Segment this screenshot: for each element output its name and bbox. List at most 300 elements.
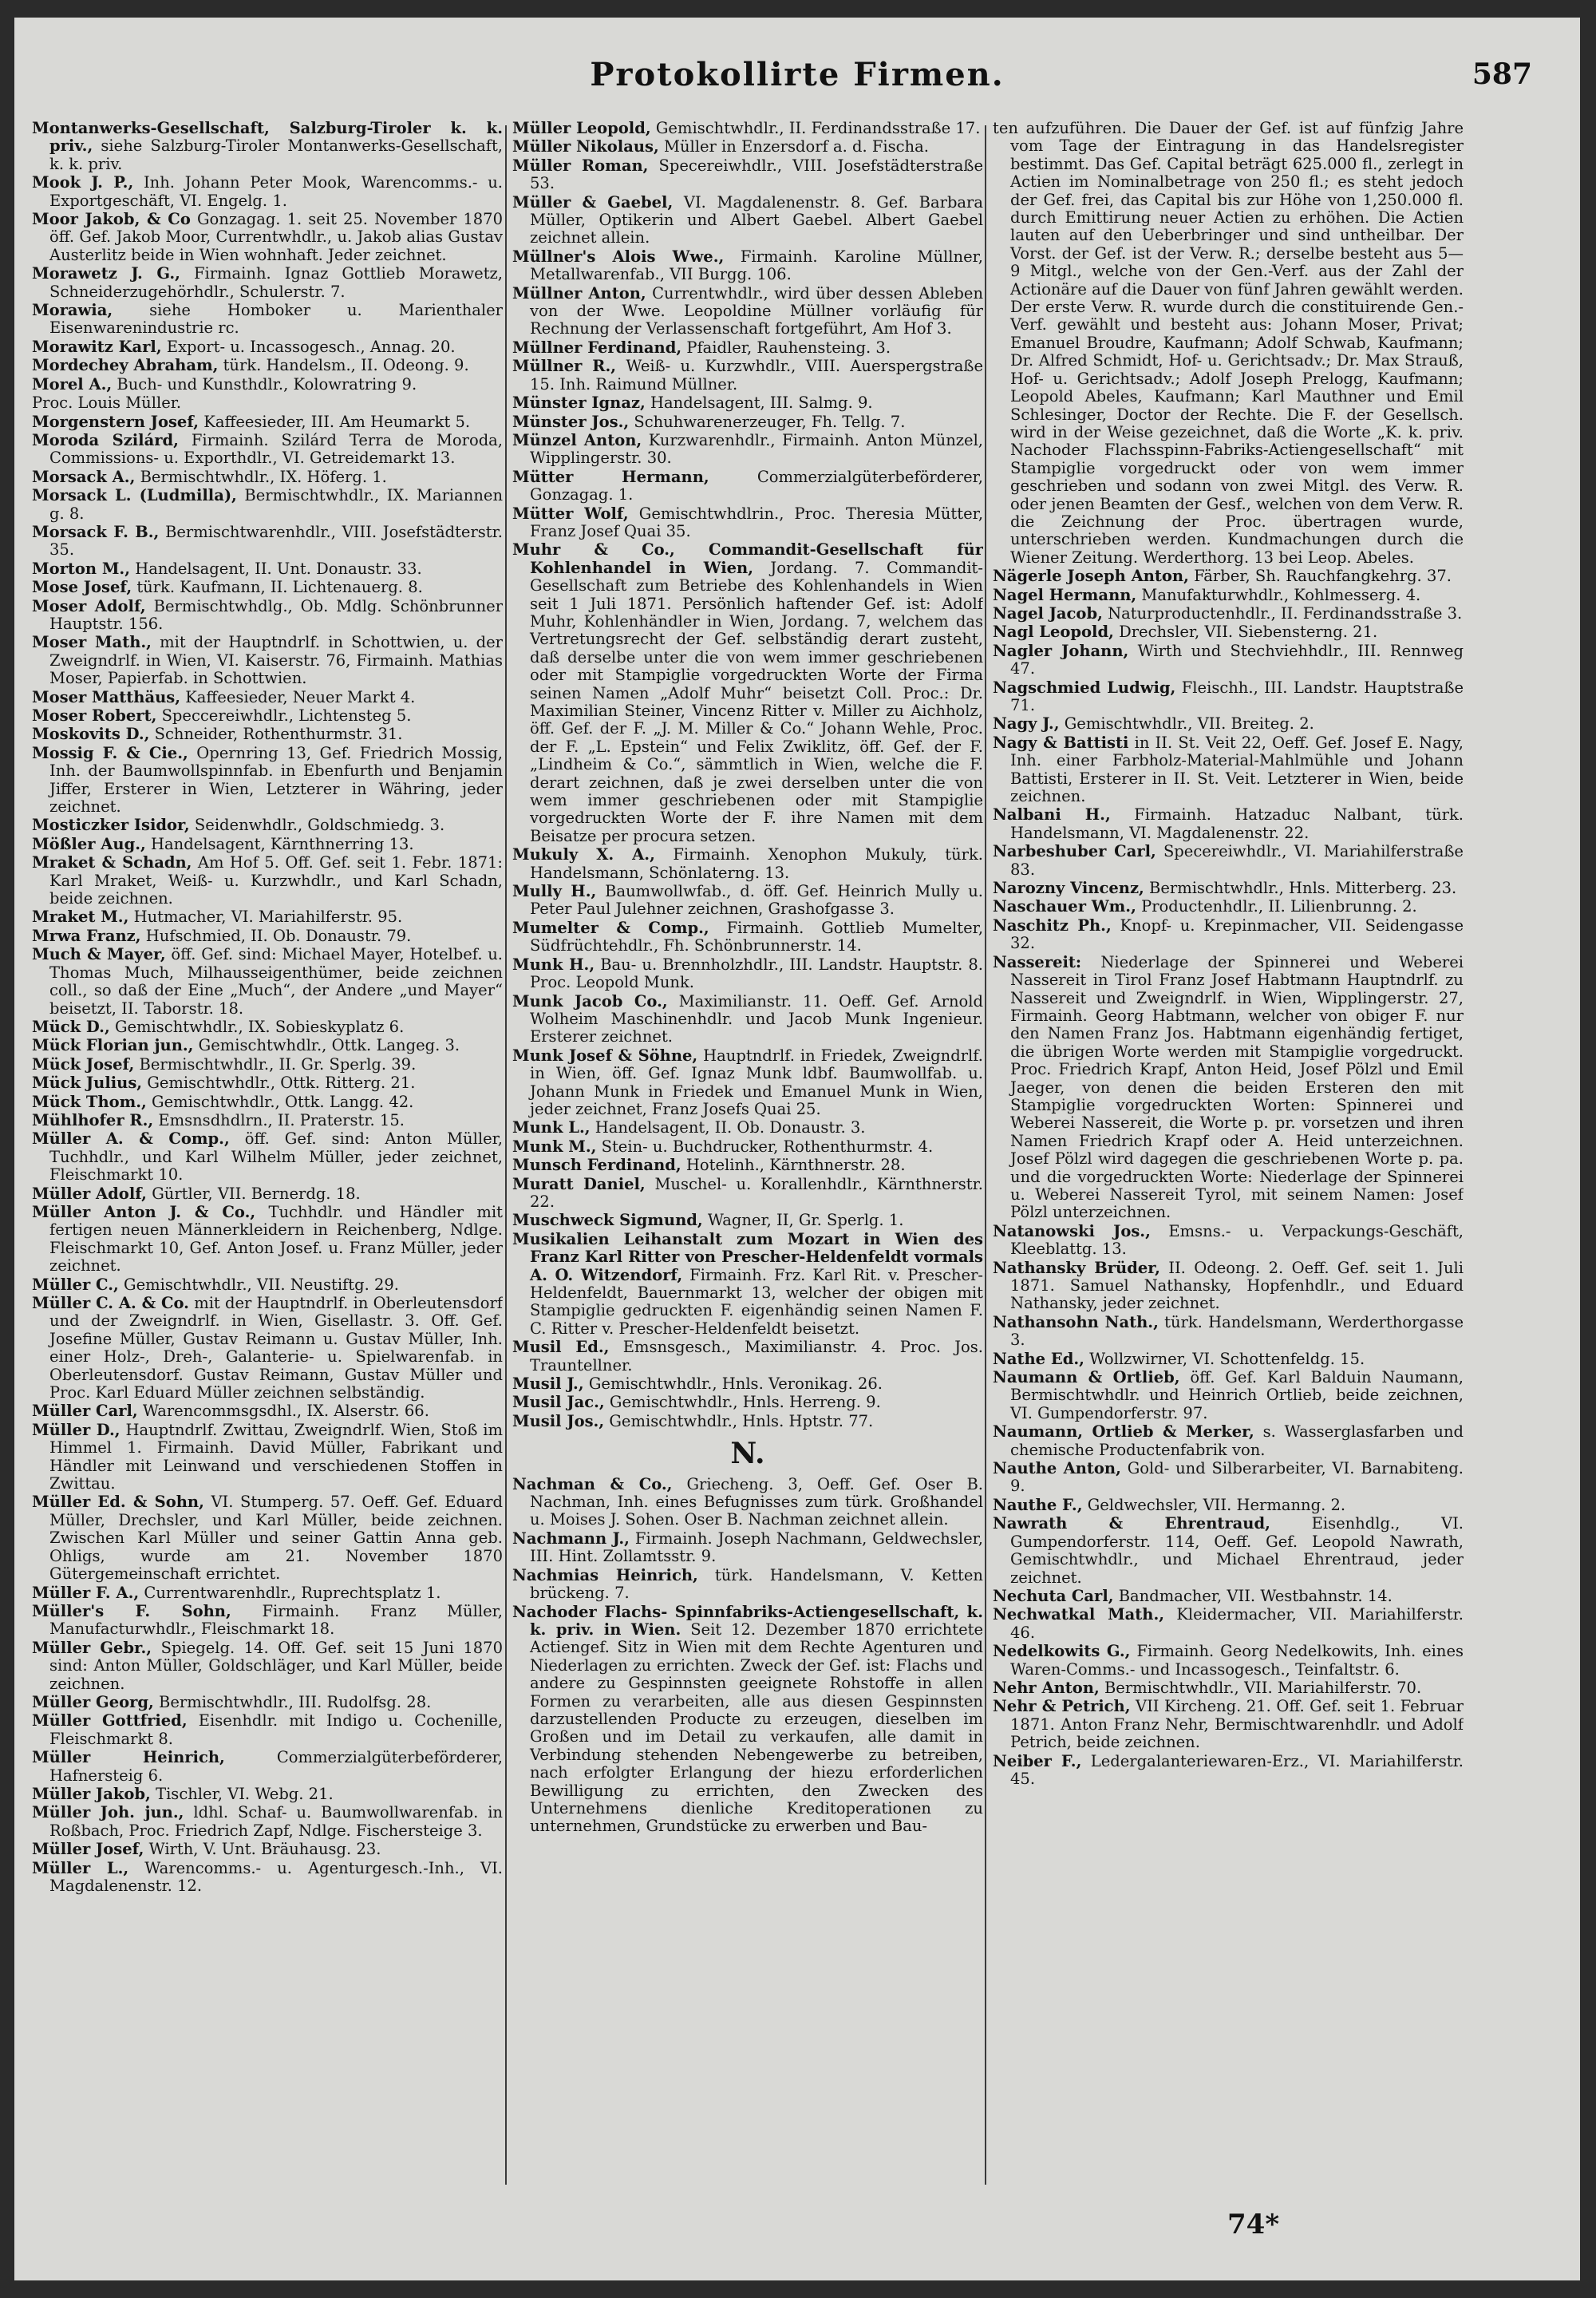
firm-name: Mordechey Abraham, xyxy=(32,356,219,375)
firm-name: Munk Jacob Co., xyxy=(512,991,668,1011)
firm-details: Firmainh. Szilárd Terra de Moroda, Commissions- u. Exporthdlr., VI. Getreidemarkt 13. xyxy=(49,430,503,468)
firm-entry xyxy=(993,1643,1464,1679)
firm-entry xyxy=(512,138,983,156)
firm-name: Münster Ignaz, xyxy=(512,394,646,413)
firm-details: Handelsagent, III. Salmg. 9. xyxy=(650,394,873,413)
firm-name: Mraket & Schadn, xyxy=(32,853,192,872)
firm-name: Morton M., xyxy=(32,559,131,578)
firm-entry xyxy=(993,880,1464,897)
firm-details: Kleidermacher, VII. Mariahilferstr. 46. xyxy=(1010,1605,1464,1642)
firm-name: Mully H., xyxy=(512,882,597,901)
firm-name: Nechuta Carl, xyxy=(993,1586,1114,1605)
firm-entry xyxy=(32,579,503,596)
firm-details: Wirth, V. Unt. Bräuhausg. 23. xyxy=(148,1840,381,1859)
firm-name: Mraket M., xyxy=(32,908,129,927)
firm-details: Kaffeesieder, III. Am Heumarkt 5. xyxy=(203,412,471,431)
firm-entry xyxy=(993,643,1464,678)
firm-details: in II. St. Veit 22, Oeff. Gef. Josef E. Nagy, Inh. einer Farbholz-Material-Mahlmühle und Johann Battisti, Ersterer in II. St. Veit. Letzterer in Wien, beide zeichnen. xyxy=(1010,733,1464,806)
firm-entry xyxy=(32,1786,503,1803)
firm-details: Handelsagent, II. Unt. Donaustr. 33. xyxy=(135,559,422,578)
firm-name: Nawrath & Ehrentraud, xyxy=(993,1514,1270,1533)
firm-details: Emsns.- u. Verpackungs-Geschäft, Kleeblattg. 13. xyxy=(1010,1221,1464,1259)
firm-name: Morsack F. B., xyxy=(32,522,160,541)
firm-entry xyxy=(32,487,503,523)
firm-name: Munk Josef & Söhne, xyxy=(512,1046,698,1065)
firm-details: Schneider, Rothenthurmstr. 31. xyxy=(154,725,403,744)
firm-entry xyxy=(32,413,503,431)
firm-details: II. Odeong. 2. Oeff. Gef. seit 1. Juli 1871. Samuel Nathansky, Hopfenhdlr., und Eduard Nathansky, jeder zeichnet. xyxy=(1010,1258,1464,1313)
firm-name: Nachmann J., xyxy=(512,1529,630,1548)
firm-name: Mück Josef, xyxy=(32,1054,135,1074)
firm-name: Müller Anton J. & Co., xyxy=(32,1202,256,1221)
firm-details: türk. Handelsm., II. Odeong. 9. xyxy=(223,356,469,375)
firm-entry xyxy=(32,432,503,468)
firm-details: Kurzwarenhdlr., Firmainh. Anton Münzel, Wipplingerstr. 30. xyxy=(530,430,983,468)
firm-details: Firmainh. Georg Nedelkowits, Inh. eines Waren-Comms.- und Incassogesch., Teinfaltstr. 6. xyxy=(1010,1642,1464,1679)
firm-details: Eisenhdlg., VI. Gumpendorferstr. 114, Oeff. Gef. Leopold Nawrath, Gemischtwhdlr., und Michael Ehrentraud, jeder zeichnet. xyxy=(1010,1514,1464,1587)
firm-entry xyxy=(993,1753,1464,1789)
firm-entry xyxy=(512,1375,983,1393)
firm-entry xyxy=(993,715,1464,733)
firm-entry xyxy=(512,920,983,955)
firm-name: Natanowski Jos., xyxy=(993,1221,1151,1240)
firm-entry xyxy=(993,1515,1464,1587)
firm-name: Muhr & Co., Commandit-Gesellschaft für Kohlenhandel in Wien, xyxy=(512,540,983,577)
firm-details: Gemischtwhdlr., Ottk. Langg. 42. xyxy=(152,1092,414,1111)
firm-entry xyxy=(32,1603,503,1639)
firm-entry xyxy=(993,954,1464,1222)
firm-name: Moroda Szilárd, xyxy=(32,430,179,449)
firm-entry xyxy=(32,394,503,412)
firm-entry xyxy=(512,1176,983,1212)
firm-name: Morawitz Karl, xyxy=(32,337,162,356)
firm-name: Moser Matthäus, xyxy=(32,687,181,706)
firm-entry xyxy=(993,120,1464,567)
firm-name: Müller's F. Sohn, xyxy=(32,1601,231,1620)
firm-details: Tuchhdlr. und Händler mit fertigen neuen Männerkleidern in Reichenberg, Ndlge. Fleischmarkt 10, Gef. Anton Josef. u. Franz Müller, jeder zeichnet. xyxy=(49,1202,503,1276)
firm-entry xyxy=(993,1351,1464,1368)
firm-name: Naumann, Ortlieb & Merker, xyxy=(993,1422,1254,1442)
firm-details: Hauptndrlf. in Friedek, Zweigndrlf. in Wien, öff. Gef. Ignaz Munk ldbf. Baumwollfab. u. Johann Munk in Friedek und Emanuel Munk in Wien, jeder zeichnet, Franz Josefs Quai 25. xyxy=(530,1046,983,1118)
firm-details: Maximilianstr. 11. Oeff. Gef. Arnold Wolheim Maschinenhdlr. und Jacob Munk Ingenieur. Ersterer zeichnet. xyxy=(530,991,983,1046)
firm-details: Gemischtwhdlr., VII. Breiteg. 2. xyxy=(1064,714,1314,734)
firm-name: Nehr Anton, xyxy=(993,1678,1100,1697)
firm-entry xyxy=(32,302,503,338)
firm-details: Gemischtwhdlr., Hnls. Hptstr. 77. xyxy=(609,1411,874,1430)
firm-details: Seidenwhdlr., Goldschmiedg. 3. xyxy=(194,816,445,835)
firm-details: Niederlage der Spinnerei und Weberei Nassereit in Tirol Franz Josef Habtmann Hauptndrlf. zu Nassereit und Zweigndrlf. in Wien, Wipplingerstr. 27, Firmainh. Georg Habtmann, welcher von obiger F. nur den Namen Franz Jos. Habtmann eigenhändig fertiget, die übrigen Worte werden mit Stampiglie vorgedruckt. Proc. Friedrich Krapf, Anton Heid, Josef Pölzl und Emil Jaeger, von denen die beiden Ersteren den mit Stampiglie vorgedruckten Worten: Spinnerei und Weberei Nassereit, die Worte p. pr. vorsetzen und ihren Namen Friedrich Krapf oder A. Heid unterzeichnen. Josef Pölzl wird dagegen die geschriebenen Worte p. pa. und die vorgedruckten Worte: Niederlage der Spinnerei u. Weberei Nassereit Tyrol, mit seinem Namen: Josef Pölzl unterzeichnen. xyxy=(1010,952,1464,1222)
firm-entry xyxy=(512,358,983,394)
firm-details: Hotelinh., Kärnthnerstr. 28. xyxy=(685,1156,906,1175)
firm-name: Mrwa Franz, xyxy=(32,926,141,945)
firm-entry xyxy=(993,1223,1464,1259)
firm-name: Musil Jac., xyxy=(512,1393,605,1412)
firm-details: türk. Kaufmann, II. Lichtenauerg. 8. xyxy=(136,578,423,597)
column-1 xyxy=(32,120,503,2163)
firm-entry xyxy=(32,707,503,725)
firm-name: Müller Joh. jun., xyxy=(32,1803,184,1822)
firm-name: Munk M., xyxy=(512,1137,597,1156)
firm-name: Nagl Leopold, xyxy=(993,623,1114,642)
firm-details: Gemischtwhdlr., IX. Sobieskyplatz 6. xyxy=(114,1017,405,1036)
firm-entry xyxy=(32,1094,503,1111)
firm-details: Bermischtwhdlr., II. Gr. Sperlg. 39. xyxy=(139,1054,417,1074)
firm-entry xyxy=(32,1185,503,1203)
firm-details: Currentwhdlr., wird über dessen Ableben von der Wwe. Leopoldine Müllner vorläufig für Rechnung der Verlassenschaft fortgeführt, Am Hof 3. xyxy=(530,283,983,338)
firm-entry xyxy=(32,1112,503,1129)
firm-entry xyxy=(993,843,1464,879)
firm-details: Bermischtwhdlg., Ob. Mdlg. Schönbrunner Hauptstr. 156. xyxy=(49,596,503,633)
firm-name: Nechwatkal Math., xyxy=(993,1605,1165,1624)
firm-details: Gonzagag. 1. seit 25. November 1870 öff. Gef. Jakob Moor, Currentwhdlr., u. Jakob alias Gustav Austerlitz beide in Wien wohnhaft. Jeder zeichnet. xyxy=(49,210,503,264)
firm-details: Currentwarenhdlr., Ruprechtsplatz 1. xyxy=(144,1583,441,1602)
firm-entry xyxy=(993,1606,1464,1642)
firm-entry xyxy=(32,338,503,356)
firm-details: siehe Salzburg-Tiroler Montanwerks-Gesellschaft, k. k. priv. xyxy=(49,136,503,173)
firm-entry xyxy=(993,734,1464,806)
firm-details: Griecheng. 3, Oeff. Gef. Oser B. Nachman, Inh. eines Befugnisses zum türk. Großhandel u. Moises J. Sohen. Oser B. Nachman zeichnet allein. xyxy=(530,1474,983,1529)
firm-details: Bermischtwhdlr., IX. Höferg. 1. xyxy=(140,467,387,486)
firm-details: Export- u. Incassogesch., Annag. 20. xyxy=(166,337,456,356)
sheet-signature: 74* xyxy=(1227,2209,1280,2241)
firm-name: Müller Gebr., xyxy=(32,1638,152,1657)
firm-entry xyxy=(512,1047,983,1119)
firm-entry xyxy=(32,524,503,560)
firm-entry xyxy=(32,836,503,853)
firm-name: Müller Gottfried, xyxy=(32,1711,188,1730)
firm-entry xyxy=(512,505,983,541)
firm-entry xyxy=(32,928,503,945)
firm-details: Hauptndrlf. Zwittau, Zweigndrlf. Wien, Stoß im Himmel 1. Firmainh. David Müller, Fabrikant und Händler mit Leinwand und verschiedenen Stoffen in Zwittau. xyxy=(49,1420,503,1493)
firm-details: türk. Handelsmann, Werderthorgasse 3. xyxy=(1010,1312,1464,1350)
firm-details: Gemischtwhdlrin., Proc. Theresia Mütter, Franz Josef Quai 35. xyxy=(530,504,983,540)
firm-details: Gemischtwhdlr., Hnls. Veronikag. 26. xyxy=(588,1374,883,1394)
firm-entry xyxy=(32,689,503,706)
firm-details: Firmainh. Karoline Müllner, Metallwarenfab., VII Burgg. 106. xyxy=(530,247,983,284)
firm-details: Bermischtwhdlr., VII. Mariahilferstr. 70. xyxy=(1104,1678,1422,1697)
firm-name: Münzel Anton, xyxy=(512,430,642,449)
firm-details: Färber, Sh. Rauchfangkehrg. 37. xyxy=(1194,567,1452,586)
firm-entry xyxy=(993,1260,1464,1313)
firm-name: Nachoder Flachs- Spinnfabriks-Actiengesellschaft, k. k. priv. in Wien. xyxy=(512,1602,983,1639)
firm-details: Emsnsgesch., Maximilianstr. 4. Proc. Jos. Trauntellner. xyxy=(530,1338,983,1374)
firm-entry xyxy=(512,248,983,284)
firm-entry xyxy=(32,560,503,578)
firm-name: Musil Ed., xyxy=(512,1338,610,1357)
firm-name: Much & Mayer, xyxy=(32,945,166,964)
firm-details: Muschel- u. Korallenhdlr., Kärnthnerstr. 22. xyxy=(530,1174,983,1211)
firm-entry xyxy=(512,883,983,919)
firm-name: Morsack L. (Ludmilla), xyxy=(32,486,237,505)
firm-entry xyxy=(512,432,983,468)
firm-details: türk. Handelsmann, V. Ketten brückeng. 7. xyxy=(530,1565,983,1603)
firm-name: Neiber F., xyxy=(993,1751,1082,1770)
firm-name: Mukuly X. A., xyxy=(512,845,655,864)
firm-name: Moser Adolf, xyxy=(32,596,146,615)
firm-entry xyxy=(993,1497,1464,1514)
firm-entry xyxy=(512,1567,983,1603)
firm-details: Bau- u. Brennholzhdlr., III. Landstr. Hauptstr. 8. Proc. Leopold Munk. xyxy=(530,955,983,992)
firm-name: Nauthe F., xyxy=(993,1495,1083,1514)
firm-name: Naumann & Ortlieb, xyxy=(993,1368,1180,1387)
firm-details: Schuhwarenerzeuger, Fh. Tellg. 7. xyxy=(634,412,906,431)
firm-name: Mück Thom., xyxy=(32,1092,147,1111)
firm-entry xyxy=(32,1056,503,1074)
firm-details: Gürtler, VII. Bernerdg. 18. xyxy=(152,1184,361,1203)
firm-details: Wirth und Stechviehhdlr., III. Rennweg 47. xyxy=(1010,641,1464,678)
firm-name: Müllner Ferdinand, xyxy=(512,338,682,357)
firm-name: Mück Florian jun., xyxy=(32,1036,194,1055)
firm-name: Nathe Ed., xyxy=(993,1349,1084,1368)
firm-entry xyxy=(32,376,503,394)
firm-entry xyxy=(993,679,1464,715)
firm-entry xyxy=(512,1476,983,1529)
firm-entry xyxy=(32,1402,503,1420)
firm-entry xyxy=(32,211,503,264)
firm-details: s. Wasserglasfarben und chemische Productenfabrik von. xyxy=(1010,1422,1464,1459)
firm-name: Morawetz J. G., xyxy=(32,264,180,283)
firm-details: Gemischtwhdlr., VII. Neustiftg. 29. xyxy=(124,1275,399,1294)
firm-entry xyxy=(993,605,1464,623)
firm-details: Inh. Johann Peter Mook, Warencomms.- u. Exportgeschäft, VI. Engelg. 1. xyxy=(49,173,503,210)
firm-details: Wagner, II, Gr. Sperlg. 1. xyxy=(707,1211,904,1230)
firm-entry xyxy=(32,1295,503,1402)
firm-name: Moor Jakob, & Co xyxy=(32,210,191,229)
firm-entry xyxy=(32,817,503,834)
firm-details: Ledergalanteriewaren-Erz., VI. Mariahilferstr. 45. xyxy=(1010,1751,1464,1788)
firm-details: Bermischtwhdlr., IX. Mariannen g. 8. xyxy=(49,486,503,523)
firm-name: Morawia, xyxy=(32,301,113,320)
firm-name: Müller L., xyxy=(32,1858,129,1877)
firm-name: Nagel Hermann, xyxy=(993,585,1137,604)
firm-name: Nachman & Co., xyxy=(512,1474,673,1493)
firm-name: Musil Jos., xyxy=(512,1411,605,1430)
firm-entry xyxy=(512,413,983,431)
firm-details: Emsnsdhdlrn., II. Praterstr. 15. xyxy=(158,1110,405,1129)
firm-entry xyxy=(512,339,983,357)
firm-entry xyxy=(32,726,503,743)
firm-details: Firmainh. Xenophon Mukuly, türk. Handelsmann, Schönlaterng. 13. xyxy=(530,845,983,882)
firm-name: Nägerle Joseph Anton, xyxy=(993,567,1189,586)
firm-name: Nassereit: xyxy=(993,952,1082,971)
firm-entry xyxy=(512,541,983,845)
firm-name: Munsch Ferdinand, xyxy=(512,1156,681,1175)
firm-details: Müller in Enzersdorf a. d. Fischa. xyxy=(664,137,929,156)
firm-name: Munk H., xyxy=(512,955,595,974)
firm-entry xyxy=(32,1841,503,1858)
firm-details: mit der Hauptndrlf. in Schottwien, u. der Zweigndrlf. in Wien, VI. Kaiserstr. 76, Firmainh. Mathias Moser, Papierfab. in Schottwien. xyxy=(49,633,503,688)
firm-name: Mühlhofer R., xyxy=(32,1110,154,1129)
firm-name: Müller Carl, xyxy=(32,1402,138,1421)
firm-details: Handelsagent, Kärnthnerring 13. xyxy=(151,834,414,853)
firm-name: Nagler Johann, xyxy=(993,641,1129,660)
firm-name: Münster Jos., xyxy=(512,412,630,431)
firm-name: Müller C., xyxy=(32,1275,119,1294)
firm-name: Mütter Wolf, xyxy=(512,504,629,523)
firm-details: öff. Gef. sind: Anton Müller, Tuchhdlr., und Karl Wilhelm Müller, jeder zeichnet, Fleischmarkt 10. xyxy=(49,1129,503,1185)
firm-name: Müller F. A., xyxy=(32,1583,140,1602)
firm-details: Firmainh. Ignaz Gottlieb Morawetz, Schneiderzugehörhdlr., Schulerstr. 7. xyxy=(49,264,503,301)
firm-entry xyxy=(32,1422,503,1493)
firm-name: Moskovits D., xyxy=(32,725,150,744)
column-divider xyxy=(505,125,507,2185)
firm-name: Nehr & Petrich, xyxy=(993,1697,1131,1716)
firm-name: Montanwerks-Gesellschaft, Salzburg-Tiroler k. k. priv., xyxy=(32,120,503,156)
firm-entry xyxy=(993,568,1464,585)
firm-details: Firmainh. Hatzaduc Nalbant, türk. Handelsmann, VI. Magdalenenstr. 22. xyxy=(1010,805,1464,842)
firm-details: Eisenhdlr. mit Indigo u. Cochenille, Fleischmarkt 8. xyxy=(49,1711,503,1748)
firm-entry xyxy=(993,1460,1464,1496)
firm-entry xyxy=(32,1584,503,1602)
column-3 xyxy=(993,120,1464,2163)
firm-name: Naschauer Wm., xyxy=(993,897,1136,916)
firm-name: Mosticzker Isidor, xyxy=(32,816,190,835)
firm-details: VI. Stumperg. 57. Oeff. Gef. Eduard Müller, Drechsler, und Karl Müller, beide zeichnen. Zwischen Karl Müller und seiner Gattin Anna geb. Ohligs, wurde am 21. November 1870 Gütergemeinschaft errichtet. xyxy=(49,1493,503,1584)
firm-entry xyxy=(993,1369,1464,1422)
firm-name: Mück D., xyxy=(32,1017,110,1036)
firm-entry xyxy=(32,1130,503,1184)
firm-details: Firmainh. Joseph Nachmann, Geldwechsler, III. Hint. Zollamtsstr. 9. xyxy=(530,1529,983,1566)
firm-name: Nalbani H., xyxy=(993,805,1111,825)
firm-entry xyxy=(993,917,1464,953)
firm-details: Bermischtwarenhdlr., VIII. Josefstädterstr. 35. xyxy=(49,522,503,560)
firm-entry xyxy=(512,394,983,412)
firm-name: Nagel Jacob, xyxy=(993,603,1103,623)
firm-details: Hutmacher, VI. Mariahilferstr. 95. xyxy=(133,908,403,927)
firm-details: Specereiwhdlr., VIII. Josefstädterstraße 53. xyxy=(530,156,983,193)
firm-name: Müller Heinrich, xyxy=(32,1748,225,1767)
firm-details: Gemischtwhdlr., Ottk. Ritterg. 21. xyxy=(147,1074,416,1093)
firm-details: ldhl. Schaf- u. Baumwollwarenfab. in Roßbach, Proc. Friedrich Zapf, Ndlge. Fischersteige 3. xyxy=(49,1803,503,1840)
firm-name: Müllner R., xyxy=(512,357,617,376)
firm-details: Wollzwirner, VI. Schottenfeldg. 15. xyxy=(1089,1349,1365,1368)
firm-entry xyxy=(32,1276,503,1294)
firm-entry xyxy=(993,1679,1464,1697)
firm-details: VII Kircheng. 21. Off. Gef. seit 1. Februar 1871. Anton Franz Nehr, Bermischtwarenhdlr. und Adolf Petrich, beide zeichnen. xyxy=(1010,1697,1464,1752)
firm-name: Morgenstern Josef, xyxy=(32,412,200,431)
firm-name: Mumelter & Comp., xyxy=(512,918,709,937)
firm-entry xyxy=(32,1037,503,1054)
firm-entry xyxy=(32,1074,503,1092)
firm-entry xyxy=(512,1339,983,1374)
firm-details: Handelsagent, II. Ob. Donaustr. 3. xyxy=(595,1118,866,1137)
firm-entry xyxy=(512,1138,983,1156)
firm-details: Manufakturwhdlr., Kohlmesserg. 4. xyxy=(1141,585,1421,604)
firm-name: Morel A., xyxy=(32,374,113,394)
firm-name: Mook J. P., xyxy=(32,173,134,192)
firm-details: Stein- u. Buchdrucker, Rothenthurmstr. 4. xyxy=(601,1137,934,1156)
firm-details: Hufschmied, II. Ob. Donaustr. 79. xyxy=(145,926,412,945)
firm-name: Müller Josef, xyxy=(32,1840,144,1859)
firm-entry xyxy=(512,120,983,137)
firm-details: Bermischtwhdlr., III. Rudolfsg. 28. xyxy=(159,1692,432,1711)
firm-entry xyxy=(32,357,503,374)
firm-name: Mück Julius, xyxy=(32,1074,143,1093)
firm-details: Spiegelg. 14. Off. Gef. seit 15 Juni 1870 sind: Anton Müller, Goldschläger, und Karl Müller, beide zeichnen. xyxy=(49,1638,503,1693)
firm-details: Weiß- u. Kurzwhdlr., VIII. Auerspergstraße 15. Inh. Raimund Müllner. xyxy=(530,357,983,394)
firm-entry xyxy=(993,1698,1464,1751)
firm-entry xyxy=(32,634,503,687)
firm-entry xyxy=(512,993,983,1046)
firm-entry xyxy=(512,157,983,193)
firm-details: Naturproductenhdlr., II. Ferdinandsstraße 3. xyxy=(1108,603,1463,623)
firm-entry xyxy=(512,1530,983,1566)
firm-details: VI. Magdalenenstr. 8. Gef. Barbara Müller, Optikerin und Albert Gaebel. Albert Gaebel zeichnet allein. xyxy=(530,192,983,247)
firm-entry xyxy=(993,587,1464,604)
firm-name: Muschweck Sigmund, xyxy=(512,1211,703,1230)
firm-details: Bermischtwhdlr., Hnls. Mitterberg. 23. xyxy=(1149,879,1457,898)
firm-name: Musikalien Leihanstalt zum Mozart in Wien des Franz Karl Ritter von Prescher-Heldenfeldt vormals A. O. Witzendorf, xyxy=(512,1229,983,1284)
firm-name: Nachmias Heinrich, xyxy=(512,1565,698,1584)
firm-details: Opernring 13, Gef. Friedrich Mossig, Inh. der Baumwollspinnfab. in Ebenfurth und Benjamin Jiffer, Ersterer in Wien, Letzterer in Währing, jeder zeichnet. xyxy=(49,743,503,817)
firm-name: Nagy & Battisti xyxy=(993,733,1129,752)
firm-name: Müller Nikolaus, xyxy=(512,137,659,156)
firm-details: Gold- und Silberarbeiter, VI. Barnabiteng. 9. xyxy=(1010,1459,1464,1496)
firm-details: Firmainh. Franz Müller, Manufacturwhdlr., Fleischmarkt 18. xyxy=(49,1601,503,1639)
directory-page xyxy=(14,18,1580,2280)
firm-name: Morsack A., xyxy=(32,467,136,486)
firm-name: Narozny Vincenz, xyxy=(993,879,1144,898)
firm-entry xyxy=(512,1231,983,1338)
section-letter: N. xyxy=(730,1437,765,1471)
firm-name: Mütter Hermann, xyxy=(512,467,709,486)
firm-name: Mose Josef, xyxy=(32,578,132,597)
firm-details: Fleischh., III. Landstr. Hauptstraße 71. xyxy=(1010,678,1464,714)
column-divider xyxy=(985,125,986,2185)
firm-details: Proc. Louis Müller. xyxy=(32,394,182,413)
firm-entry xyxy=(32,1018,503,1036)
firm-details: Speccereiwhdlr., Lichtensteg 5. xyxy=(161,706,412,725)
firm-details: siehe Homboker u. Marienthaler Eisenwarenindustrie rc. xyxy=(49,301,503,338)
firm-entry xyxy=(993,1588,1464,1605)
firm-entry xyxy=(32,469,503,486)
firm-details: Knopf- u. Krepinmacher, VII. Seidengasse 32. xyxy=(1010,916,1464,953)
firm-entry xyxy=(993,1314,1464,1350)
firm-name: Müllner's Alois Wwe., xyxy=(512,247,725,266)
firm-entry xyxy=(32,174,503,210)
firm-name: Narbeshuber Carl, xyxy=(993,842,1156,861)
firm-entry xyxy=(32,1860,503,1896)
firm-details: Bandmacher, VII. Westbahnstr. 14. xyxy=(1118,1586,1393,1605)
firm-entry xyxy=(32,1804,503,1840)
firm-details: Am Hof 5. Off. Gef. seit 1. Febr. 1871: Karl Mraket, Weiß- u. Kurzwhdlr., und Karl Schadn, beide zeichnen. xyxy=(49,853,503,908)
firm-details: Gemischtwhdlr., II. Ferdinandsstraße 17. xyxy=(655,120,981,137)
firm-entry xyxy=(512,1212,983,1229)
firm-details: Productenhdlr., II. Lilienbrunng. 2. xyxy=(1141,897,1417,916)
firm-entry xyxy=(32,1493,503,1583)
firm-name: Moser Math., xyxy=(32,633,152,652)
firm-entry xyxy=(512,846,983,882)
firm-name: Musil J., xyxy=(512,1374,584,1394)
firm-details: Gemischtwhdlr., Ottk. Langeg. 3. xyxy=(198,1036,460,1055)
firm-entry xyxy=(32,265,503,301)
firm-details: Baumwollwfab., d. öff. Gef. Heinrich Mully u. Peter Paul Julehner zeichnen, Grashofgasse 3. xyxy=(530,882,983,919)
firm-details: öff. Gef. Karl Balduin Naumann, Bermischtwhdlr. und Heinrich Ortlieb, beide zeichnen, VI. Gumpendorferstr. 97. xyxy=(1010,1368,1464,1422)
firm-details: Gemischtwhdlr., Hnls. Herreng. 9. xyxy=(609,1393,881,1412)
firm-entry xyxy=(512,1394,983,1411)
firm-details: Buch- und Kunsthdlr., Kolowratring 9. xyxy=(117,374,417,394)
firm-details: Warencomms.- u. Agenturgesch.-Inh., VI. Magdalenenstr. 12. xyxy=(49,1858,503,1895)
firm-name: Müller C. A. & Co. xyxy=(32,1294,189,1312)
firm-details: Geldwechsler, VII. Hermanng. 2. xyxy=(1087,1495,1346,1514)
firm-entry xyxy=(32,1639,503,1693)
firm-details: Warencommsgsdhl., IX. Alserstr. 66. xyxy=(142,1402,429,1421)
firm-details: ten aufzuführen. Die Dauer der Gef. ist auf fünfzig Jahre vom Tage der Eintragung in das Handelsregister bestimmt. Das Gef. Capital beträgt 625.000 fl., zerlegt in Actien im Nominalbetrage von 250 fl.; es steht jedoch der Gef. frei, das Capital bis zur Höhe von 1,250.000 fl. durch Emittirung neuer Actien zu erhöhen. Die Actien lauten auf den Ueberbringer und sind untheilbar. Der Vorst. der Gef. ist der Verw. R.; derselbe besteht aus 5—9 Mitgl., welche von der Gen.-Verf. aus der Zahl der Actionäre auf die Dauer von fünf Jahren gewählt werden. Der erste Verw. R. wurde durch die constituirende Gen.-Verf. gewählt und besteht aus: Johann Moser, Privat; Emanuel Broudre, Kaufmann; Adolf Schwab, Kaufmann; Dr. Alfred Schmidt, Hof- u. Gerichtsadv.; Dr. Max Strauß, Hof- u. Gerichtsadv.; Adolf Joseph Prelogg, Kaufmann; Leopold Abeles, Kaufmann; Karl Mauthner und Emil Schlesinger, Doctor der Rechte. Die F. der Gesellsch. wird in der Weise gezeichnet, daß die Worte „K. k. priv. Nachoder Flachsspinn-Fabriks-Actiengesellschaft“ mit Stampiglie vorgedruckt oder von wem immer geschrieben und sodann von zwei Mitgl. des Verw. R. oder jenen Beamten der Gesf., welchen von dem Verw. R. die Zeichnung der Proc. übertragen wurde, unterschrieben werden. Kundmachungen durch die Wiener Zeitung. Werderthorg. 13 bei Leop. Abeles. xyxy=(993,120,1464,567)
firm-details: öff. Gef. sind: Michael Mayer, Hotelbef. u. Thomas Much, Milhausseigenthümer, beide zeichnen coll., so daß der Eine „Much“, der Andere „und Mayer“ beisetzt, II. Taborstr. 18. xyxy=(49,945,503,1018)
firm-entry xyxy=(32,1749,503,1785)
firm-details: Specereiwhdlr., VI. Mariahilferstraße 83. xyxy=(1010,842,1464,879)
firm-name: Nathansky Brüder, xyxy=(993,1258,1160,1277)
